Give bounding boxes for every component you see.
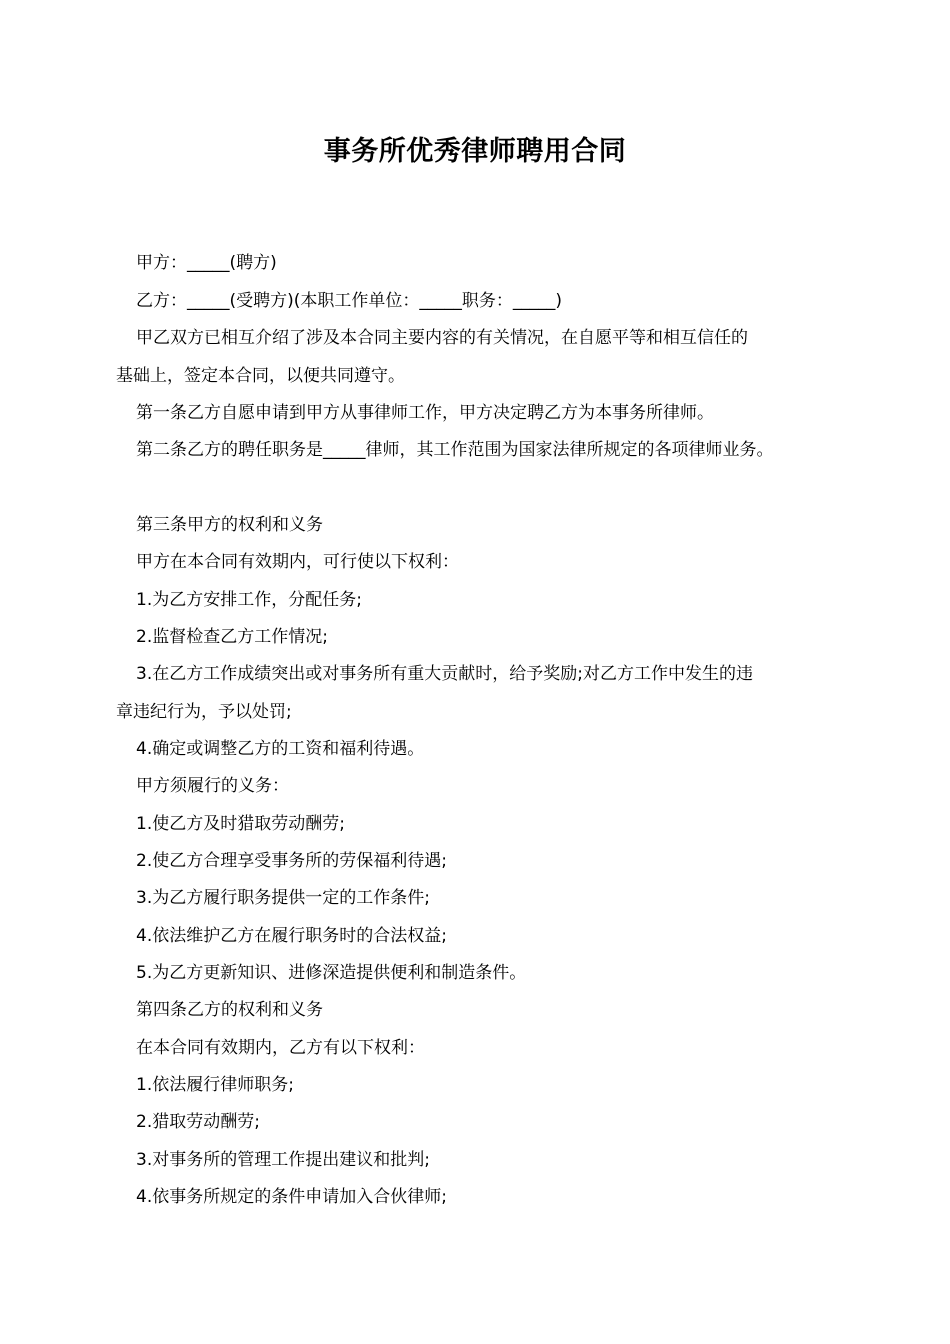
party-a-duties-intro: 甲方须履行的义务： — [136, 776, 289, 796]
party-a-right-4: 4.确定或调整乙方的工资和福利待遇。 — [136, 739, 425, 759]
document-title: 事务所优秀律师聘用合同 — [323, 136, 627, 167]
article-3-heading: 第三条甲方的权利和义务 — [136, 515, 323, 535]
party-a-duty-2: 2.使乙方合理享受事务所的劳保福利待遇; — [136, 851, 447, 871]
article-1-line: 第一条乙方自愿申请到甲方从事律师工作，甲方决定聘乙方为本事务所律师。 — [136, 403, 714, 423]
party-a-rights-intro: 甲方在本合同有效期内，可行使以下权利： — [136, 552, 459, 572]
party-b-line: 乙方：_____(受聘方)(本职工作单位：_____职务：_____) — [136, 291, 563, 311]
party-a-duty-4: 4.依法维护乙方在履行职务时的合法权益; — [136, 926, 447, 946]
party-a-duty-3: 3.为乙方履行职务提供一定的工作条件; — [136, 888, 430, 908]
party-b-right-2: 2.猎取劳动酬劳; — [136, 1112, 260, 1132]
party-b-rights-intro: 在本合同有效期内，乙方有以下权利： — [136, 1038, 425, 1058]
party-a-duty-1: 1.使乙方及时猎取劳动酬劳; — [136, 814, 345, 834]
preamble-line-1: 甲乙双方已相互介绍了涉及本合同主要内容的有关情况，在自愿平等和相互信任的 — [136, 328, 748, 348]
party-b-right-1: 1.依法履行律师职务; — [136, 1075, 294, 1095]
party-a-right-1: 1.为乙方安排工作，分配任务; — [136, 590, 362, 610]
article-2-line: 第二条乙方的聘任职务是_____律师，其工作范围为国家法律所规定的各项律师业务。 — [136, 440, 774, 460]
party-a-right-3-line-1: 3.在乙方工作成绩突出或对事务所有重大贡献时，给予奖励;对乙方工作中发生的违 — [136, 664, 753, 684]
party-a-line: 甲方：_____(聘方) — [136, 253, 277, 273]
party-b-right-3: 3.对事务所的管理工作提出建议和批判; — [136, 1150, 430, 1170]
preamble-line-2: 基础上，签定本合同，以便共同遵守。 — [116, 366, 405, 386]
article-4-heading: 第四条乙方的权利和义务 — [136, 1000, 323, 1020]
party-a-duty-5: 5.为乙方更新知识、进修深造提供便利和制造条件。 — [136, 963, 527, 983]
party-a-right-2: 2.监督检查乙方工作情况; — [136, 627, 328, 647]
party-a-right-3-line-2: 章违纪行为，予以处罚; — [116, 702, 292, 722]
party-b-right-4: 4.依事务所规定的条件申请加入合伙律师; — [136, 1187, 447, 1207]
